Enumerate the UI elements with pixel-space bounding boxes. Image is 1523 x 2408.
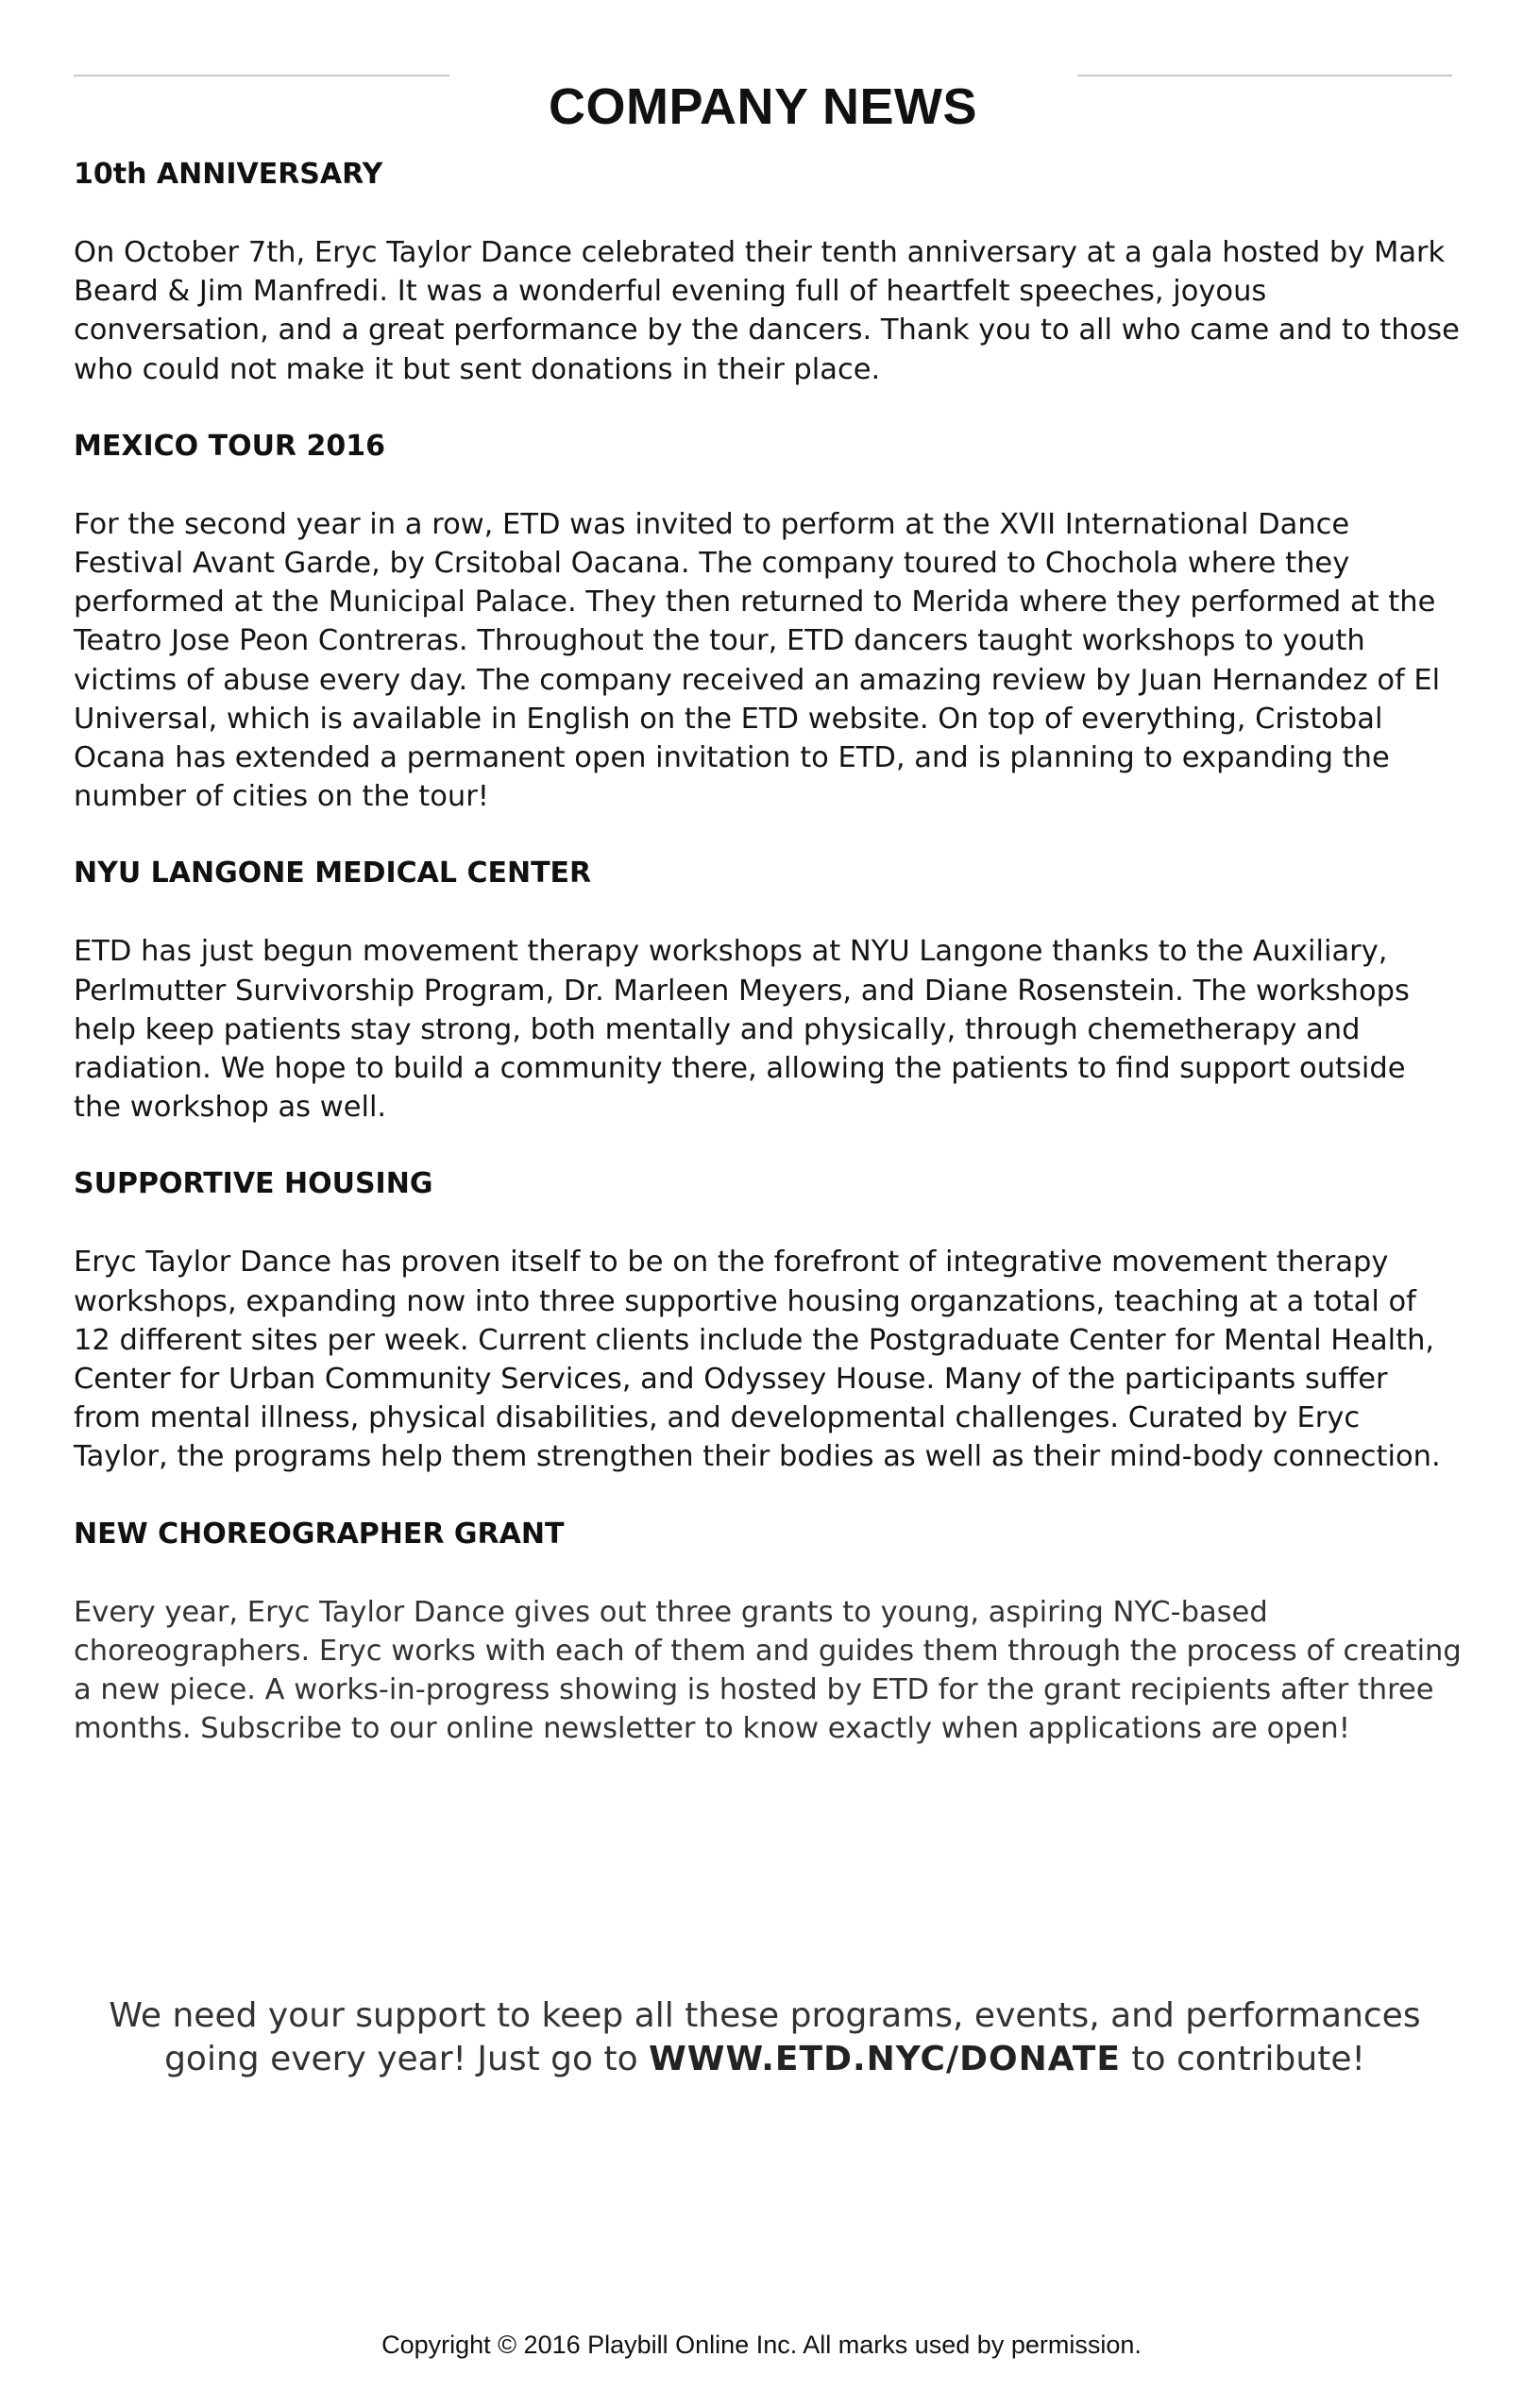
section-body: ETD has just begun movement therapy workshops at NYU Langone thanks to the Auxiliary, Perlmutter Survivorship Program, Dr. Marleen Meyers, and Diane Rosenstein. The workshops help keep patients stay strong, both mentally and physically, through chemetherapy and radiation. We hope to build a community there, allowing the patients to find support outside the workshop as well. (74, 935, 1410, 1125)
header-rule-left (74, 75, 449, 76)
section-body: For the second year in a row, ETD was invited to perform at the XVII International Dance Festival Avant Garde, by Crsitobal Oacana. The company toured to Chochola where they performed at the Municipal Palace. They then returned to Merida where they performed at the Teatro Jose Peon Contreras. Throughout the tour, ETD dancers taught workshops to youth victims of abuse every day. The company received an amazing review by Juan Hernandez of El Universal, which is available in English on the ETD website. On top of everything, Cristobal Ocana has extended a permanent open invitation to ETD, and is planning to expanding the number of cities on the tour! (74, 507, 1441, 814)
page-header (74, 40, 1452, 136)
news-section-anniversary (74, 157, 1462, 389)
page-title: COMPANY NEWS (548, 78, 978, 136)
news-section-choreographer-grant (74, 1517, 1462, 1749)
news-section-nyu-langone (74, 856, 1462, 1127)
news-content (74, 157, 1462, 1788)
section-heading: SUPPORTIVE HOUSING (74, 1167, 433, 1201)
section-heading: 10th ANNIVERSARY (74, 158, 383, 191)
donation-text-before: We need your support to keep all these programs, events, and performances going every year! Just go to (109, 1996, 1421, 2078)
section-heading: NYU LANGONE MEDICAL CENTER (74, 856, 592, 890)
donation-appeal (66, 1994, 1464, 2081)
section-body: Every year, Eryc Taylor Dance gives out three grants to young, aspiring NYC-based choreographers. Eryc works with each of them and guides them through the process of creating a new piece. A works-in-progress showing is hosted by ETD for the grant recipients after three months. Subscribe to our online newsletter to know exactly when applications are open! (74, 1595, 1462, 1746)
copyright-notice: Copyright © 2016 Playbill Online Inc. All marks used by permission. (381, 2331, 1142, 2359)
donation-text-after: to contribute! (1120, 2040, 1365, 2078)
section-heading: NEW CHOREOGRAPHER GRANT (74, 1517, 565, 1551)
section-heading: MEXICO TOUR 2016 (74, 429, 385, 463)
section-body: Eryc Taylor Dance has proven itself to be on the forefront of integrative movement therapy workshops, expanding now into three supportive housing organzations, teaching at a total of 12 different sites per week. Current clients include the Postgraduate Center for Mental Health, Center for Urban Community Services, and Odyssey House. Many of the participants suffer from mental illness, physical disabilities, and developmental challenges. Curated by Eryc Taylor, the programs help them strengthen their bodies as well as their mind-body connection. (74, 1246, 1441, 1474)
donate-link[interactable]: WWW.ETD.NYC/DONATE (649, 2040, 1121, 2078)
section-body: On October 7th, Eryc Taylor Dance celebrated their tenth anniversary at a gala hosted by Mark Beard & Jim Manfredi. It was a wonderful evening full of heartfelt speeches, joyous conversation, and a great performance by the dancers. Thank you to all who came and to those who could not make it but sent donations in their place. (74, 236, 1460, 386)
header-rule-right (1077, 75, 1452, 76)
news-section-supportive-housing (74, 1166, 1462, 1476)
news-section-mexico-tour (74, 429, 1462, 817)
